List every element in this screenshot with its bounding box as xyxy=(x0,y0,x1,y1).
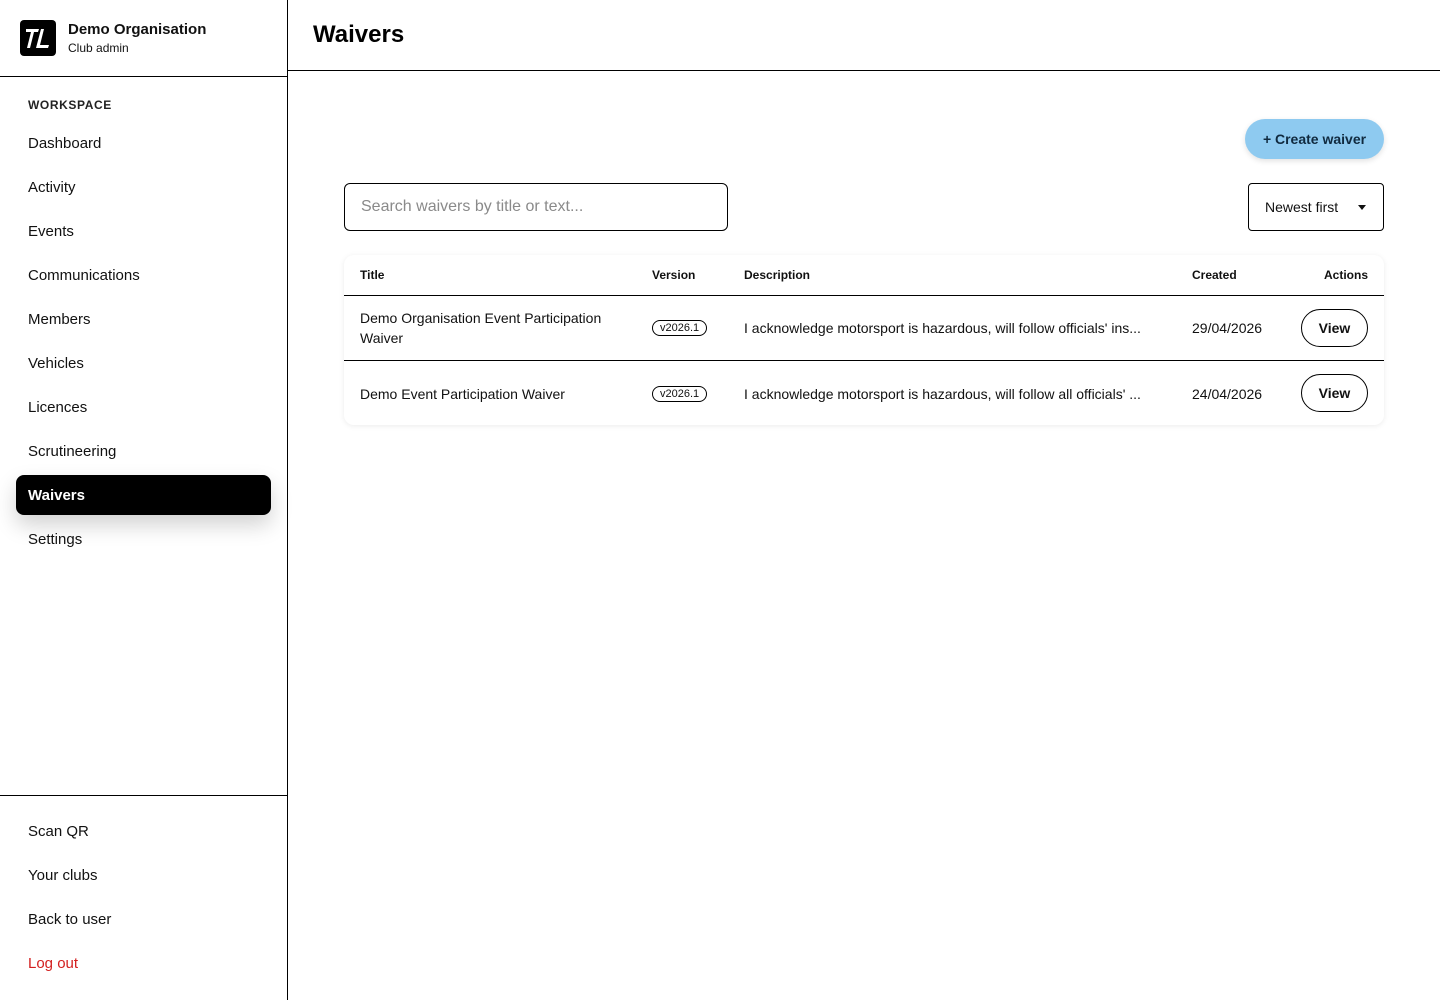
sidebar-item-vehicles[interactable]: Vehicles xyxy=(28,354,84,372)
row-description xyxy=(744,296,1164,360)
table-row xyxy=(344,296,1384,361)
logout-link[interactable]: Log out xyxy=(28,954,79,972)
tl-logo-icon xyxy=(20,20,56,56)
view-button[interactable]: View xyxy=(1301,309,1368,347)
page-title: Waivers xyxy=(313,21,405,48)
row-description-text: I acknowledge motorsport is hazardous, will follow officials' ins... xyxy=(744,320,1141,336)
org-header[interactable] xyxy=(0,0,287,77)
view-button[interactable]: View xyxy=(1301,374,1368,412)
main-content xyxy=(288,0,1440,1000)
row-version xyxy=(652,361,707,426)
sidebar-item-settings[interactable]: Settings xyxy=(28,530,83,548)
sidebar-item-activity[interactable]: Activity xyxy=(28,178,76,196)
waivers-table xyxy=(344,255,1384,425)
org-name: Demo Organisation xyxy=(68,21,207,38)
sidebar-item-members[interactable]: Members xyxy=(28,310,91,328)
sidebar-nav xyxy=(16,123,271,563)
row-created: 29/04/2026 xyxy=(1192,320,1263,336)
row-description xyxy=(744,361,1164,426)
column-header-description: Description xyxy=(744,268,811,282)
sidebar-item-scrutineering[interactable]: Scrutineering xyxy=(28,442,117,460)
workspace-section-label: WORKSPACE xyxy=(28,98,112,112)
sidebar-item-licences[interactable]: Licences xyxy=(28,398,88,416)
row-title: Demo Organisation Event Participation Waiver xyxy=(360,310,602,346)
footer-nav xyxy=(16,811,271,987)
sidebar-item-waivers[interactable]: Waivers xyxy=(16,475,271,515)
column-header-version: Version xyxy=(652,268,696,282)
column-header-title: Title xyxy=(360,268,385,282)
row-created: 24/04/2026 xyxy=(1192,385,1263,402)
sidebar-footer xyxy=(0,795,287,1000)
org-info xyxy=(68,20,206,56)
column-header-actions: Actions xyxy=(1323,268,1368,282)
back-to-user-link[interactable]: Back to user xyxy=(28,910,112,928)
your-clubs-link[interactable]: Your clubs xyxy=(28,866,98,884)
row-description-text: I acknowledge motorsport is hazardous, will follow all officials' ... xyxy=(744,385,1141,402)
sidebar-item-dashboard[interactable]: Dashboard xyxy=(28,134,102,152)
row-version xyxy=(652,296,707,360)
row-title: Demo Event Participation Waiver xyxy=(360,385,565,402)
sort-value: Newest first xyxy=(1265,199,1339,215)
sort-select[interactable] xyxy=(1248,183,1384,231)
page-header xyxy=(288,0,1440,71)
create-waiver-button[interactable]: + Create waiver xyxy=(1245,119,1384,159)
version-badge: v2026.1 xyxy=(652,320,707,336)
scan-qr-link[interactable]: Scan QR xyxy=(28,822,89,840)
sidebar xyxy=(0,0,288,1000)
table-header xyxy=(344,255,1384,296)
org-role: Club admin xyxy=(68,41,129,55)
table-row xyxy=(344,361,1384,426)
search-input[interactable] xyxy=(361,198,727,216)
column-header-created: Created xyxy=(1192,268,1237,282)
sidebar-item-communications[interactable]: Communications xyxy=(28,266,140,284)
sidebar-item-events[interactable]: Events xyxy=(28,222,74,240)
version-badge: v2026.1 xyxy=(652,386,707,402)
caret-down-icon xyxy=(1358,205,1366,210)
search-box[interactable] xyxy=(344,183,728,231)
